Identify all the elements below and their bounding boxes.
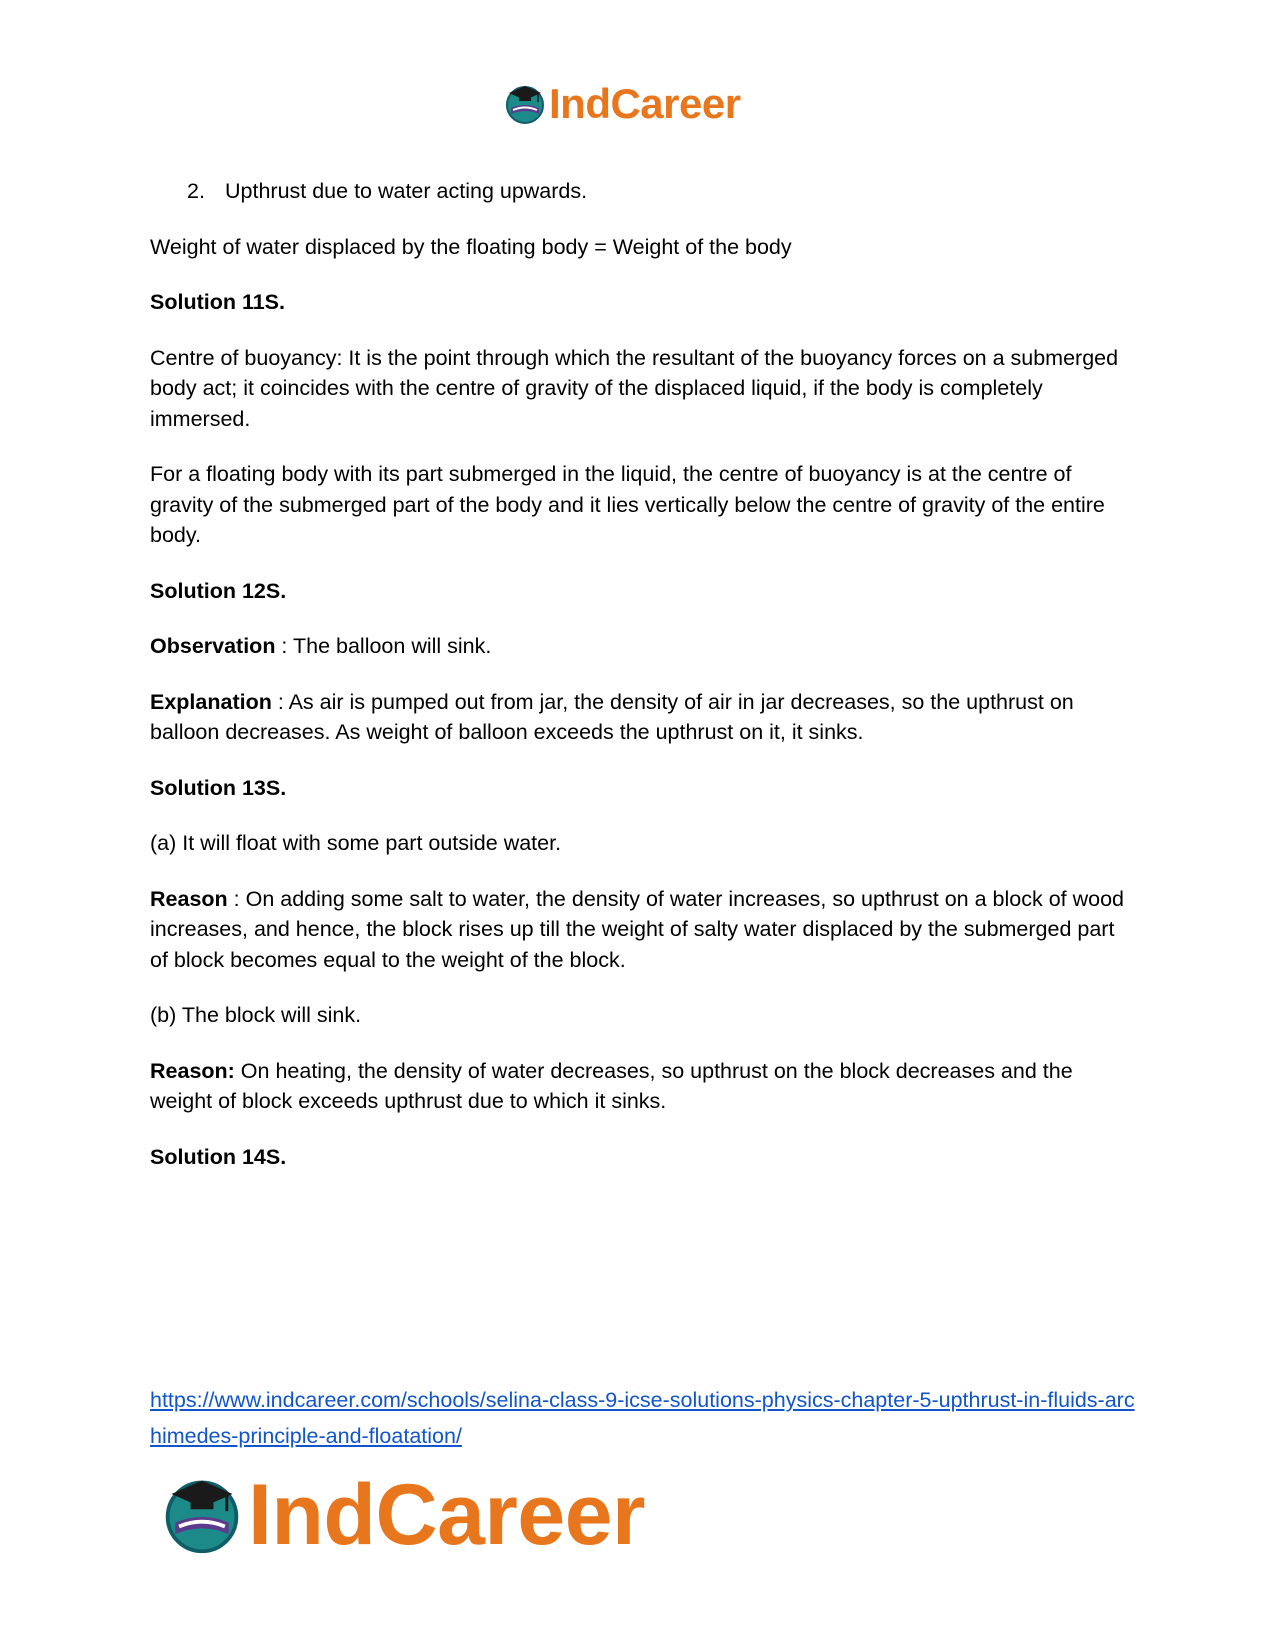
reason-label: Reason	[150, 886, 228, 911]
paragraph: (b) The block will sink.	[150, 1003, 362, 1027]
footer-logo	[160, 1467, 645, 1563]
document-body	[150, 176, 1135, 1197]
explanation-paragraph	[150, 687, 1135, 748]
observation-label: Observation	[150, 634, 276, 658]
graduation-cap-book-globe-icon	[503, 82, 547, 126]
list-item	[150, 176, 1135, 207]
reason-paragraph	[150, 1056, 1135, 1117]
observation-paragraph	[150, 631, 1135, 662]
paragraph: Weight of water displaced by the floating body = Weight of the body	[150, 234, 792, 259]
observation-text: : The balloon will sink.	[275, 634, 492, 658]
reason-paragraph	[150, 884, 1135, 976]
solution-13s-heading: Solution 13S.	[150, 775, 287, 800]
brand-name: IndCareer	[549, 80, 741, 127]
paragraph: Centre of buoyancy: It is the point through which the resultant of the buoyancy forces on a submerged body act; it coincides with the centre of gravity of the displaced liquid, if the body is completely immersed.	[150, 345, 1119, 431]
paragraph: For a floating body with its part submerged in the liquid, the centre of buoyancy is at the centre of gravity of the submerged part of the body and it lies vertically below the centre of gravity of the entire body.	[150, 462, 1105, 547]
footer-source-link[interactable]: https://www.indcareer.com/schools/selina-class-9-icse-solutions-physics-chapter-5-upthrust-in-fluids-archimedes-principle-and-floatation/	[150, 1388, 1135, 1448]
reason-label: Reason:	[150, 1058, 235, 1083]
header-logo	[503, 80, 741, 128]
explanation-label: Explanation	[150, 689, 272, 714]
solution-11s-heading: Solution 11S.	[150, 290, 285, 314]
list-item-text: Upthrust due to water acting upwards.	[225, 179, 588, 203]
solution-14s-heading: Solution 14S.	[150, 1144, 287, 1169]
reason-text: : On adding some salt to water, the density of water increases, so upthrust on a block of wood increases, and hence, the block rises up till the weight of salty water displaced by the submerged part of block becomes equal to the weight of the block.	[150, 886, 1124, 972]
solution-12s-heading: Solution 12S.	[150, 578, 287, 603]
brand-name: IndCareer	[248, 1467, 645, 1563]
paragraph: (a) It will float with some part outside water.	[150, 831, 562, 855]
reason-text: On heating, the density of water decreases, so upthrust on the block decreases and the weight of block exceeds upthrust due to which it sinks.	[150, 1058, 1073, 1113]
graduation-cap-book-globe-icon	[160, 1473, 244, 1557]
list-item-number: 2.	[187, 179, 205, 203]
explanation-text: : As air is pumped out from jar, the density of air in jar decreases, so the upthrust on balloon decreases. As weight of balloon exceeds the upthrust on it, it sinks.	[150, 689, 1074, 744]
